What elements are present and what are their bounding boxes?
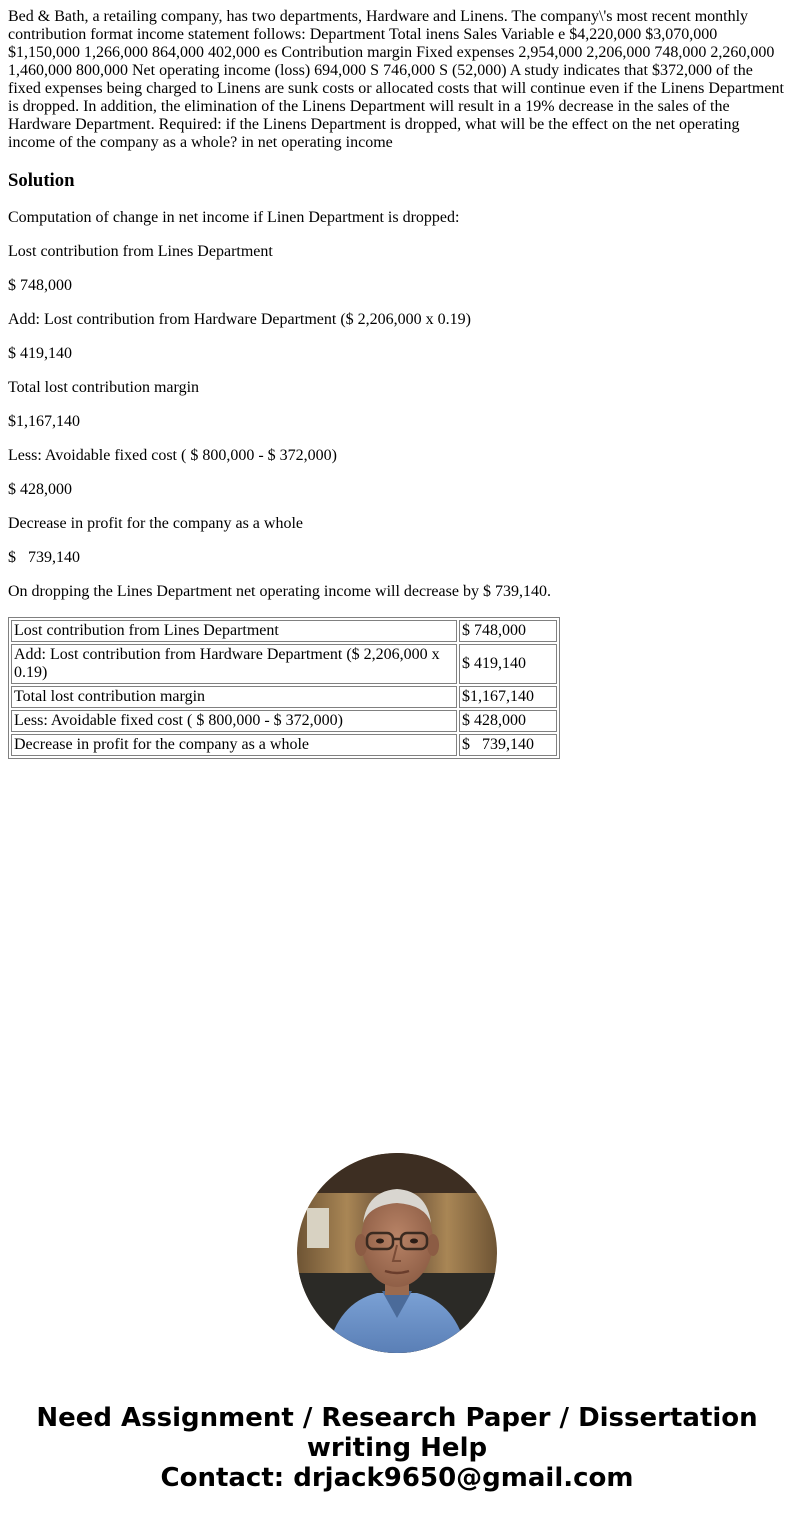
- solution-line-lost-contribution-hardware: Add: Lost contribution from Hardware Department ($ 2,206,000 x 0.19): [8, 311, 472, 328]
- solution-conclusion: On dropping the Lines Department net operating income will decrease by $ 739,140.: [8, 583, 551, 600]
- solution-intro: Computation of change in net income if Linen Department is dropped:: [8, 209, 460, 226]
- solution-value-lost-contribution-lines: $ 748,000: [8, 277, 72, 294]
- table-cell-label: Decrease in profit for the company as a whole: [11, 734, 457, 756]
- contact-banner: [0, 1403, 794, 1493]
- solution-value-avoidable-fixed-cost: $ 428,000: [8, 481, 72, 498]
- table-cell-amount: $ 739,140: [459, 734, 557, 756]
- table-cell-amount: $ 428,000: [459, 710, 557, 732]
- solution-value-lost-contribution-hardware: $ 419,140: [8, 345, 72, 362]
- solution-value-decrease-in-profit: $ 739,140: [8, 549, 80, 566]
- solution-heading: Solution: [8, 170, 75, 191]
- table-cell-amount: $1,167,140: [459, 686, 557, 708]
- table-row: [11, 710, 557, 732]
- table-row: [11, 644, 557, 684]
- table-cell-amount: $ 419,140: [459, 644, 557, 684]
- banner-line-writing-help: writing Help: [306, 1433, 488, 1463]
- banner-line-assignment-help: Need Assignment / Research Paper / Dissertation: [36, 1403, 758, 1433]
- solution-line-lost-contribution-lines: Lost contribution from Lines Department: [8, 243, 273, 260]
- table-cell-label: Less: Avoidable fixed cost ( $ 800,000 - $ 372,000): [11, 710, 457, 732]
- banner-line-contact-email: Contact: drjack9650@gmail.com: [160, 1463, 634, 1493]
- table-cell-label: Total lost contribution margin: [11, 686, 457, 708]
- table-cell-amount: $ 748,000: [459, 620, 557, 642]
- solution-line-decrease-in-profit: Decrease in profit for the company as a whole: [8, 515, 303, 532]
- solution-line-total-lost-margin: Total lost contribution margin: [8, 379, 200, 396]
- table-row: [11, 686, 557, 708]
- question-text: Bed & Bath, a retailing company, has two departments, Hardware and Linens. The company\'s most recent monthly contribution format income statement follows: Department Total inens Sales Variable e $4,220,000 $3,070,000 $1,150,000 1,266,000 864,000 402,000 es Contribution margin Fixed expenses 2,954,000 2,206,000 748,000 2,260,000 1,460,000 800,000 Net operating income (loss) 694,000 S 746,000 S (52,000) A study indicates that $372,000 of the fixed expenses being charged to Linens are sunk costs or allocated costs that will continue even if the Linens Department is dropped. In addition, the elimination of the Linens Department will result in a 19% decrease in the sales of the Hardware Department. Required: if the Linens Department is dropped, what will be the effect on the net operating income of the company as a whole? in net operating income: [8, 8, 784, 151]
- solution-line-avoidable-fixed-cost: Less: Avoidable fixed cost ( $ 800,000 - $ 372,000): [8, 447, 337, 464]
- table-cell-label: Lost contribution from Lines Department: [11, 620, 457, 642]
- table-row: [11, 734, 557, 756]
- table-cell-label: Add: Lost contribution from Hardware Department ($ 2,206,000 x 0.19): [11, 644, 457, 684]
- table-row: [11, 620, 557, 642]
- page-content: [0, 0, 794, 759]
- author-avatar: [297, 1153, 497, 1353]
- author-portrait-image: [297, 1153, 497, 1353]
- solution-value-total-lost-margin: $1,167,140: [8, 413, 80, 430]
- computation-table: [8, 617, 560, 759]
